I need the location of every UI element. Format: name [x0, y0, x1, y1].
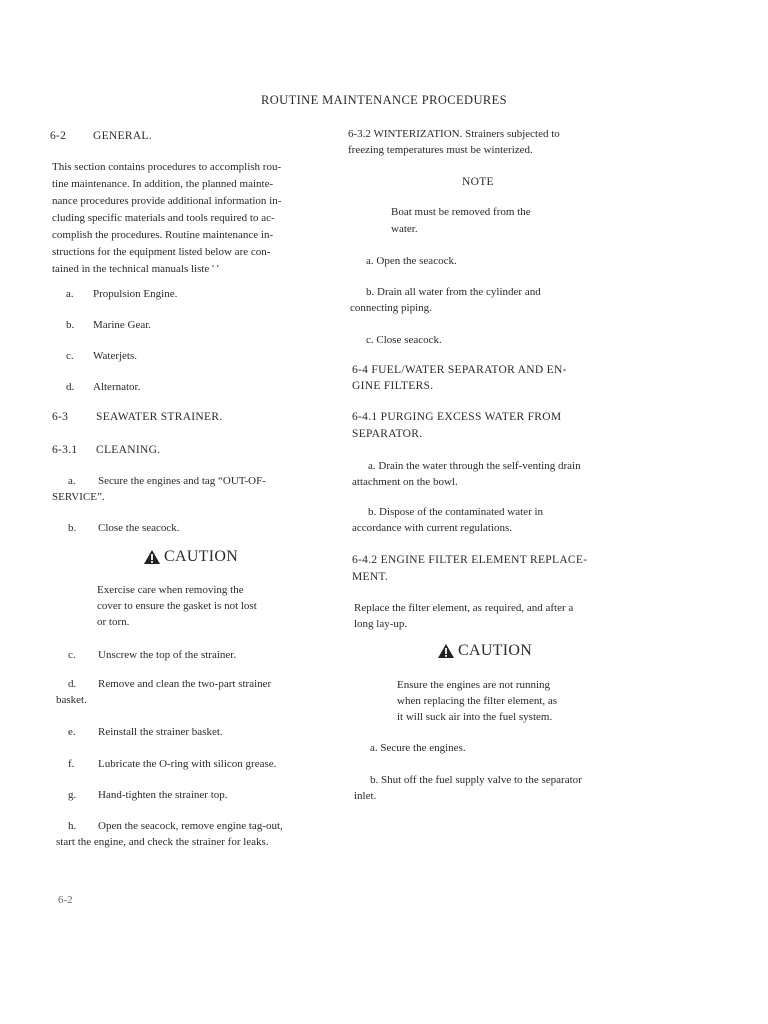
cleaning-step-h-text: Open the seacock, remove engine tag-out, — [98, 820, 283, 832]
caution-heading-right — [437, 642, 532, 660]
equipment-item-c: Waterjets. — [93, 350, 138, 362]
intro-line-5: complish the procedures. Routine maintenance in- — [52, 229, 274, 241]
winter-step-a: a. Open the seacock. — [366, 255, 457, 267]
caution-right-line-1: Ensure the engines are not running — [397, 679, 551, 691]
section-6-3-2-line-1: 6-3.2 WINTERIZATION. Strainers subjected to — [348, 128, 560, 140]
section-6-3-number: 6-3 — [52, 411, 69, 423]
equipment-item-b: Marine Gear. — [93, 319, 152, 331]
intro-line-6: structions for the equipment listed below are con- — [52, 246, 271, 258]
cleaning-step-e-letter: e. — [68, 726, 76, 738]
cleaning-step-h-letter: h. — [68, 820, 77, 832]
cleaning-step-a-cont: SERVICE”. — [52, 491, 105, 503]
section-6-4-line-1: 6-4 FUEL/WATER SEPARATOR AND EN- — [352, 364, 567, 376]
caution-left-line-1: Exercise care when removing the — [97, 584, 244, 596]
caution-left-line-2: cover to ensure the gasket is not lost — [97, 600, 257, 612]
caution-title-left: CAUTION — [164, 548, 239, 565]
section-6-2-title: GENERAL. — [93, 130, 152, 142]
intro-line-7: tained in the technical manuals liste ' ' — [52, 263, 219, 275]
warning-triangle-icon — [143, 549, 161, 565]
replace-line-2: long lay-up. — [354, 618, 408, 630]
section-6-4-line-2: GINE FILTERS. — [352, 380, 434, 392]
section-6-4-2-line-1: 6-4.2 ENGINE FILTER ELEMENT REPLACE- — [352, 554, 588, 566]
cleaning-step-d-cont: basket. — [56, 694, 87, 706]
note-line-2: water. — [391, 223, 418, 235]
cleaning-step-b-letter: b. — [68, 522, 77, 534]
cleaning-step-d-text: Remove and clean the two-part strainer — [98, 678, 272, 690]
equipment-item-a: Propulsion Engine. — [93, 288, 178, 300]
replace-step-b: b. Shut off the fuel supply valve to the separator — [370, 774, 582, 786]
section-6-3-2-line-2: freezing temperatures must be winterized. — [348, 144, 533, 156]
cleaning-step-f-letter: f. — [68, 758, 75, 770]
section-6-3-1-number: 6-3.1 — [52, 444, 78, 456]
intro-line-1: This section contains procedures to accomplish rou- — [52, 161, 282, 173]
caution-right-line-3: it will suck air into the fuel system. — [397, 711, 553, 723]
cleaning-step-a-text: Secure the engines and tag “OUT-OF- — [98, 475, 266, 487]
winter-step-b: b. Drain all water from the cylinder and — [366, 286, 541, 298]
cleaning-step-a-letter: a. — [68, 475, 76, 487]
warning-triangle-icon — [437, 643, 455, 659]
intro-line-3: nance procedures provide additional information in- — [52, 195, 282, 207]
purge-step-b: b. Dispose of the contaminated water in — [368, 506, 544, 518]
cleaning-step-c-text: Unscrew the top of the strainer. — [98, 649, 237, 661]
cleaning-step-b-text: Close the seacock. — [98, 522, 180, 534]
equipment-letter-d: d. — [66, 381, 75, 393]
caution-right-line-2: when replacing the filter element, as — [397, 695, 558, 707]
cleaning-step-h-cont: start the engine, and check the strainer for leaks. — [56, 836, 269, 848]
cleaning-step-d-letter: d. — [68, 678, 77, 690]
section-6-2-number: 6-2 — [50, 130, 67, 142]
cleaning-step-f-text: Lubricate the O-ring with silicon grease. — [98, 758, 277, 770]
intro-line-4: cluding specific materials and tools required to ac- — [52, 212, 275, 224]
equipment-letter-c: c. — [66, 350, 74, 362]
equipment-item-d: Alternator. — [93, 381, 141, 393]
section-6-3-title: SEAWATER STRAINER. — [96, 411, 223, 423]
winter-step-c: c. Close seacock. — [366, 334, 442, 346]
note-line-1: Boat must be removed from the — [391, 206, 531, 218]
page-title: ROUTINE MAINTENANCE PROCEDURES — [260, 93, 508, 107]
caution-left-line-3: or torn. — [97, 616, 130, 628]
cleaning-step-e-text: Reinstall the strainer basket. — [98, 726, 223, 738]
cleaning-step-c-letter: c. — [68, 649, 76, 661]
note-title: NOTE — [462, 176, 494, 188]
intro-line-2: tine maintenance. In addition, the planned mainte- — [52, 178, 274, 190]
caution-title-right: CAUTION — [458, 642, 533, 659]
section-6-4-1-line-2: SEPARATOR. — [352, 428, 423, 440]
section-6-4-1-line-1: 6-4.1 PURGING EXCESS WATER FROM — [352, 411, 562, 423]
purge-step-a-cont: attachment on the bowl. — [352, 476, 458, 488]
section-6-3-1-title: CLEANING. — [96, 444, 161, 456]
cleaning-step-g-letter: g. — [68, 789, 77, 801]
purge-step-a: a. Drain the water through the self-venting drain — [368, 460, 581, 472]
cleaning-step-g-text: Hand-tighten the strainer top. — [98, 789, 228, 801]
equipment-letter-b: b. — [66, 319, 75, 331]
winter-step-b-cont: connecting piping. — [350, 302, 432, 314]
purge-step-b-cont: accordance with current regulations. — [352, 522, 513, 534]
caution-heading-left — [143, 548, 238, 566]
replace-step-b-cont: inlet. — [354, 790, 377, 802]
equipment-letter-a: a. — [66, 288, 74, 300]
replace-step-a: a. Secure the engines. — [370, 742, 466, 754]
section-6-4-2-line-2: MENT. — [352, 571, 389, 583]
page-number: 6-2 — [58, 894, 73, 906]
replace-line-1: Replace the filter element, as required, and after a — [354, 602, 574, 614]
